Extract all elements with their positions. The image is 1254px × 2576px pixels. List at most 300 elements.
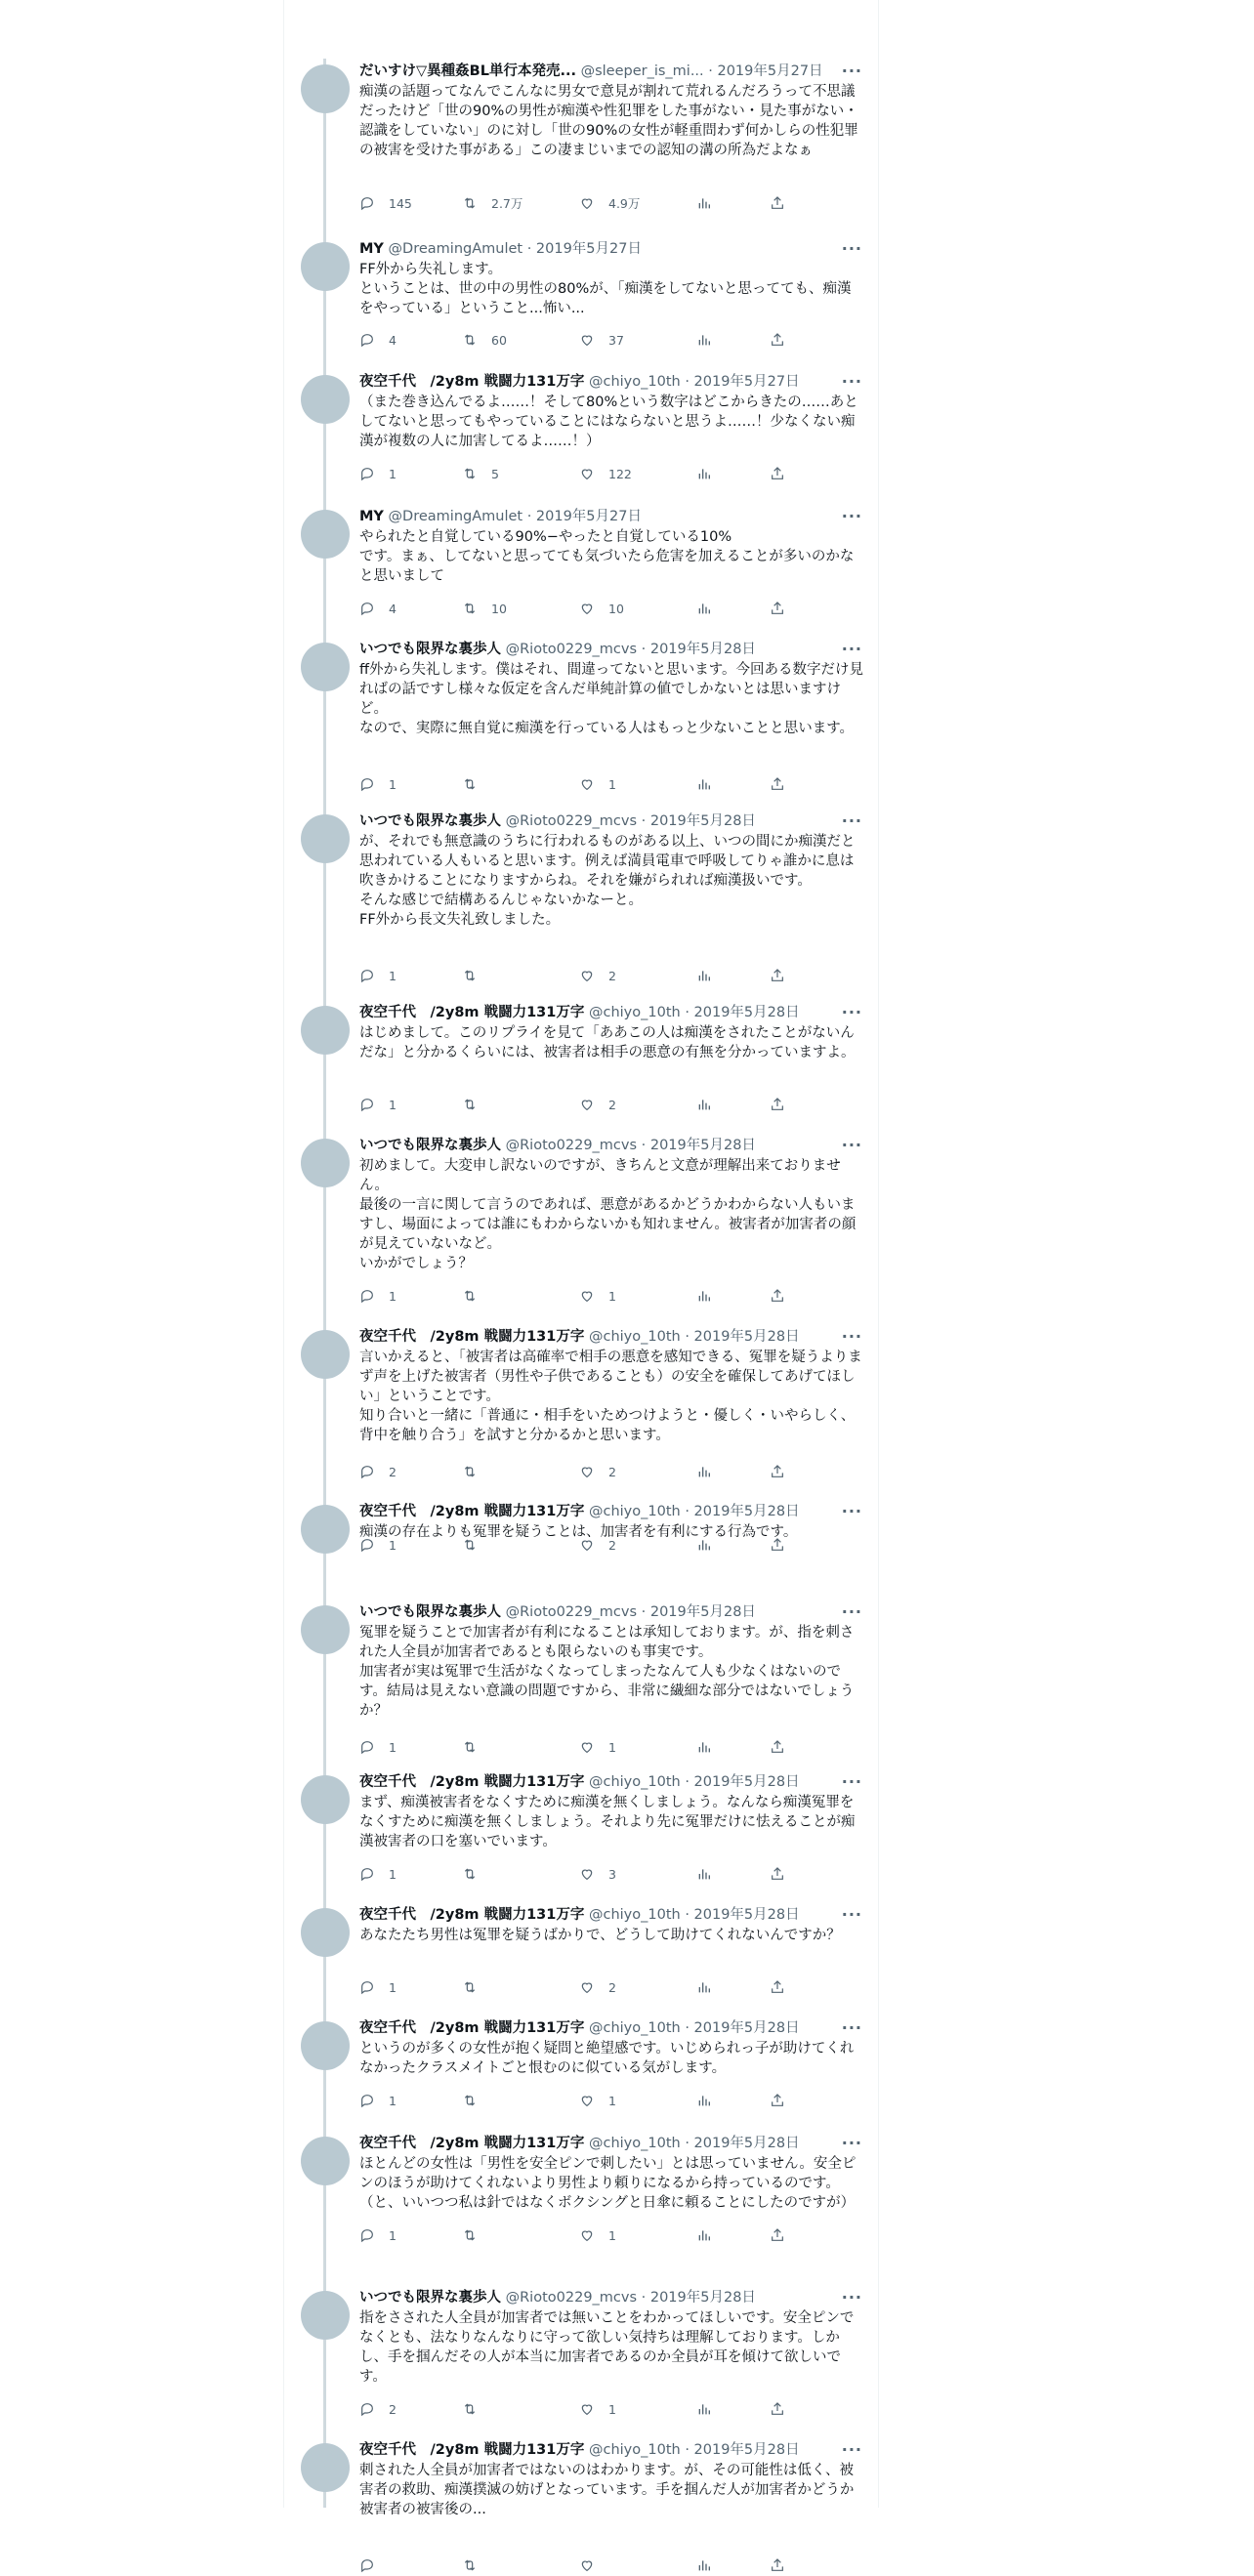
reply-icon	[359, 467, 375, 481]
tweet-text: まず、痴漢被害者をなくすために痴漢を無くしましょう。なんなら痴漢冤罪をなくすために痴漢を無くしましょう。それより先に冤罪だけに怯えることが痴漢被害者の口を塞いでいます。	[359, 1795, 856, 1849]
tweet-body	[359, 2287, 864, 2417]
reply-icon	[359, 777, 375, 792]
tweet-actions	[359, 1865, 789, 1885]
display-name[interactable]: 夜空千代 /2y8m 戦闘力131万字	[359, 1005, 585, 1020]
avatar[interactable]	[301, 1505, 350, 1554]
analytics-button[interactable]	[696, 775, 712, 795]
tweet-header	[359, 2017, 864, 2039]
bar-chart-icon	[696, 1538, 712, 1553]
more-options-icon[interactable]: ···	[841, 2134, 862, 2152]
tweet-actions	[359, 967, 789, 986]
tweet-actions	[359, 775, 789, 795]
avatar[interactable]	[301, 1006, 350, 1055]
avatar[interactable]	[301, 814, 350, 863]
reply-icon	[359, 1465, 375, 1479]
tweet-text: 痴漢の存在よりも冤罪を疑うことは、加害者を有利にする行為です。	[359, 1524, 798, 1540]
tweet-header	[359, 2439, 864, 2461]
retweet-button[interactable]	[462, 2092, 491, 2111]
analytics-button[interactable]	[696, 331, 712, 351]
dot-separator: ·	[641, 813, 647, 829]
like-count: 2	[608, 1538, 616, 1553]
share-button[interactable]	[770, 967, 785, 986]
share-button[interactable]	[770, 1463, 785, 1482]
share-icon	[770, 2558, 785, 2573]
analytics-button[interactable]	[696, 465, 712, 484]
tweet-text: ff外から失礼します。僕はそれ、間違ってないと思います。今回ある数字だけ見ればの話ですし様々な仮定を含んだ単純計算の値でしかないとは思いますけど。 なので、実際に無自覚に痴漢を行っている人はもっと少ないことと思います。	[359, 662, 864, 736]
analytics-button[interactable]	[696, 1865, 712, 1885]
tweet-header	[359, 639, 864, 660]
reply-count: 1	[389, 1740, 397, 1755]
avatar[interactable]	[301, 1908, 350, 1957]
bar-chart-icon	[696, 1098, 712, 1112]
retweet-button[interactable]	[462, 600, 507, 619]
tweet-actions	[359, 1096, 789, 1115]
reply-icon	[359, 602, 375, 616]
tweet-text: あなたたち男性は冤罪を疑うばかりで、どうして助けてくれないんですか？	[359, 1928, 841, 1943]
tweet-date[interactable]: 2019年5月28日	[693, 1329, 800, 1345]
tweet-header	[359, 1002, 864, 1023]
tweet-date[interactable]: 2019年5月28日	[649, 642, 756, 657]
like-count: 122	[608, 467, 632, 481]
tweet-text: やられたと自覚している90%−やったと自覚している10% です。まぁ、してないと思ってても気づいたら危害を加えることが多いのかなと思いまして	[359, 529, 855, 584]
like-count: 1	[608, 2402, 616, 2417]
avatar[interactable]	[301, 2443, 350, 2492]
analytics-button[interactable]	[696, 2226, 712, 2246]
like-button[interactable]	[579, 194, 640, 214]
retweet-icon	[462, 2402, 478, 2417]
share-button[interactable]	[770, 1096, 785, 1115]
share-button[interactable]	[770, 1978, 785, 1998]
share-button[interactable]	[770, 2556, 785, 2576]
retweet-icon	[462, 1740, 478, 1755]
dot-separator: ·	[685, 2442, 690, 2458]
bar-chart-icon	[696, 602, 712, 616]
like-count: 1	[608, 2228, 616, 2243]
share-button[interactable]	[770, 1865, 785, 1885]
share-button[interactable]	[770, 194, 785, 214]
heart-icon	[579, 2402, 595, 2417]
avatar[interactable]	[301, 375, 350, 424]
avatar[interactable]	[301, 2291, 350, 2340]
like-button[interactable]	[579, 1287, 616, 1307]
user-handle[interactable]: @chiyo_10th	[588, 1504, 681, 1519]
like-count: 1	[608, 1289, 616, 1304]
tweet-text: が、それでも無意識のうちに行われるものがある以上、いつの間にか痴漢だと思われている人もいると思います。例えば満員電車で呼吸してりゃ誰かに息は吹きかけることになりますからね。それを嫌がられれば痴漢扱いです。 そんな感じで結構あるんじゃないかなーと。 FF外から長文失礼致しました。	[359, 834, 856, 928]
reply-button[interactable]	[359, 1738, 397, 1758]
user-handle[interactable]: @sleeper_is_mi...	[580, 63, 709, 79]
more-options-icon[interactable]: ···	[841, 811, 862, 830]
bar-chart-icon	[696, 1980, 712, 1995]
user-handle[interactable]: @chiyo_10th	[588, 2136, 681, 2151]
share-button[interactable]	[770, 775, 785, 795]
tweet-text: はじめまして。このリプライを見て「ああこの人は痴漢をされたことがないんだな」と分かるくらいには、被害者は相手の悪意の有無を分かっていますよ。	[359, 1025, 856, 1060]
reply-count: 4	[389, 333, 397, 348]
reply-count: 1	[389, 2228, 397, 2243]
user-handle[interactable]: @Rioto0229_mcvs	[505, 813, 638, 829]
tweet-header	[359, 61, 864, 82]
more-options-icon[interactable]: ···	[841, 1327, 862, 1346]
tweet-date[interactable]: 2019年5月28日	[649, 2290, 756, 2306]
tweet-date[interactable]: 2019年5月27日	[535, 509, 642, 524]
share-button[interactable]	[770, 600, 785, 619]
avatar[interactable]	[301, 2137, 350, 2185]
share-icon	[770, 602, 785, 616]
display-name[interactable]: 夜空千代 /2y8m 戦闘力131万字	[359, 1907, 585, 1923]
dot-separator: ·	[641, 2290, 647, 2306]
share-icon	[770, 1538, 785, 1553]
tweet-body	[359, 1326, 864, 1479]
retweet-count: 60	[491, 333, 507, 348]
tweet-actions	[359, 2556, 789, 2576]
dot-separator: ·	[685, 1907, 690, 1923]
reply-button[interactable]	[359, 1096, 397, 1115]
more-options-icon[interactable]: ···	[841, 62, 862, 80]
tweet-date[interactable]: 2019年5月28日	[693, 2020, 800, 2036]
display-name[interactable]: MY	[359, 509, 384, 524]
like-button[interactable]	[579, 465, 632, 484]
tweet-body	[359, 2017, 864, 2108]
reply-button[interactable]	[359, 2226, 397, 2246]
analytics-button[interactable]	[696, 1096, 712, 1115]
reply-button[interactable]	[359, 2400, 397, 2420]
dot-separator: ·	[708, 63, 713, 79]
display-name[interactable]: 夜空千代 /2y8m 戦闘力131万字	[359, 2136, 585, 2151]
dot-separator: ·	[526, 509, 532, 524]
user-handle[interactable]: @chiyo_10th	[588, 1907, 681, 1923]
retweet-button[interactable]	[462, 194, 522, 214]
tweet-header	[359, 1771, 864, 1793]
share-icon	[770, 1867, 785, 1882]
tweet-header	[359, 1135, 864, 1156]
display-name[interactable]: 夜空千代 /2y8m 戦闘力131万字	[359, 1504, 585, 1519]
analytics-button[interactable]	[696, 1536, 712, 1556]
tweet-text: （また巻き込んでるよ……！そして80%という数字はどこからきたの……あとしてないと思ってもやっていることにはならないと思うよ……！少なくない痴漢が複数の人に加害してるよ……！）	[359, 395, 858, 449]
display-name[interactable]: いつでも限界な裏歩人	[359, 1138, 501, 1153]
tweet-body	[359, 238, 864, 348]
display-name[interactable]: いつでも限界な裏歩人	[359, 1604, 501, 1620]
retweet-icon	[462, 1289, 478, 1304]
more-options-icon[interactable]: ···	[841, 640, 862, 658]
more-options-icon[interactable]: ···	[841, 239, 862, 258]
share-icon	[770, 2094, 785, 2108]
reply-count: 1	[389, 2094, 397, 2108]
user-handle[interactable]: @DreamingAmulet	[388, 241, 523, 257]
more-options-icon[interactable]: ···	[841, 1905, 862, 1924]
retweet-icon	[462, 1867, 478, 1882]
tweet-date[interactable]: 2019年5月28日	[693, 1005, 800, 1020]
more-options-icon[interactable]: ···	[841, 1003, 862, 1021]
retweet-button[interactable]	[462, 1738, 491, 1758]
like-button[interactable]	[579, 2226, 616, 2246]
reply-icon	[359, 1098, 375, 1112]
avatar[interactable]	[301, 643, 350, 691]
user-handle[interactable]: @DreamingAmulet	[388, 509, 523, 524]
tweet-date[interactable]: 2019年5月28日	[693, 2442, 800, 2458]
reply-icon	[359, 196, 375, 211]
reply-button[interactable]	[359, 775, 397, 795]
retweet-icon	[462, 969, 478, 983]
more-options-icon[interactable]: ···	[841, 2440, 862, 2459]
retweet-button[interactable]	[462, 1096, 491, 1115]
reply-button[interactable]	[359, 1287, 397, 1307]
retweet-icon	[462, 333, 478, 348]
like-button[interactable]	[579, 2556, 608, 2576]
analytics-button[interactable]	[696, 967, 712, 986]
dot-separator: ·	[685, 1504, 690, 1519]
display-name[interactable]: 夜空千代 /2y8m 戦闘力131万字	[359, 374, 585, 390]
reply-button[interactable]	[359, 1978, 397, 1998]
reply-button[interactable]	[359, 331, 397, 351]
user-handle[interactable]: @chiyo_10th	[588, 1774, 681, 1790]
more-options-icon[interactable]: ···	[841, 1136, 862, 1154]
bar-chart-icon	[696, 1289, 712, 1304]
tweet-date[interactable]: 2019年5月28日	[693, 2136, 800, 2151]
avatar[interactable]	[301, 1330, 350, 1379]
user-handle[interactable]: @chiyo_10th	[588, 2442, 681, 2458]
retweet-button[interactable]	[462, 2556, 491, 2576]
share-icon	[770, 1098, 785, 1112]
more-options-icon[interactable]: ···	[841, 1502, 862, 1520]
analytics-button[interactable]	[696, 1738, 712, 1758]
retweet-button[interactable]	[462, 465, 499, 484]
like-count: 1	[608, 1740, 616, 1755]
tweet-actions	[359, 465, 789, 484]
reply-button[interactable]	[359, 2556, 389, 2576]
avatar[interactable]	[301, 242, 350, 291]
share-button[interactable]	[770, 331, 785, 351]
reply-count: 1	[389, 1098, 397, 1112]
tweet-actions	[359, 1463, 789, 1482]
like-button[interactable]	[579, 1865, 616, 1885]
avatar[interactable]	[301, 1775, 350, 1824]
display-name[interactable]: 夜空千代 /2y8m 戦闘力131万字	[359, 1329, 585, 1345]
more-options-icon[interactable]: ···	[841, 2288, 862, 2306]
bar-chart-icon	[696, 2228, 712, 2243]
more-options-icon[interactable]: ···	[841, 2018, 862, 2037]
retweet-button[interactable]	[462, 331, 507, 351]
tweet-text: 冤罪を疑うことで加害者が有利になることは承知しております。が、指を刺された人全員が加害者であるとも限らないのも事実です。 加害者が実は冤罪で生活がなくなってしまったなんて人も少なくはないのです。結局は見えない意識の問題ですから、非常に繊細な部分ではないでしょうか？	[359, 1625, 855, 1719]
reply-icon	[359, 1538, 375, 1553]
retweet-icon	[462, 602, 478, 616]
retweet-button[interactable]	[462, 967, 491, 986]
analytics-button[interactable]	[696, 1978, 712, 1998]
reply-icon	[359, 2558, 375, 2573]
like-button[interactable]	[579, 331, 624, 351]
user-handle[interactable]: @Rioto0229_mcvs	[505, 2290, 638, 2306]
display-name[interactable]: いつでも限界な裏歩人	[359, 642, 501, 657]
bar-chart-icon	[696, 2558, 712, 2573]
retweet-button[interactable]	[462, 775, 491, 795]
tweet-date[interactable]: 2019年5月28日	[693, 1907, 800, 1923]
retweet-button[interactable]	[462, 1865, 491, 1885]
tweet-body	[359, 1135, 864, 1304]
reply-button[interactable]	[359, 1463, 397, 1482]
tweet-date[interactable]: 2019年5月27日	[535, 241, 642, 257]
like-button[interactable]	[579, 775, 616, 795]
analytics-button[interactable]	[696, 194, 712, 214]
retweet-icon	[462, 467, 478, 481]
display-name[interactable]: MY	[359, 241, 384, 257]
share-button[interactable]	[770, 2092, 785, 2111]
share-button[interactable]	[770, 1536, 785, 1556]
retweet-button[interactable]	[462, 2226, 491, 2246]
retweet-icon	[462, 2558, 478, 2573]
tweet-date[interactable]: 2019年5月28日	[693, 1504, 800, 1519]
reply-icon	[359, 333, 375, 348]
analytics-button[interactable]	[696, 1463, 712, 1482]
user-handle[interactable]: @chiyo_10th	[588, 1005, 681, 1020]
like-button[interactable]	[579, 1096, 616, 1115]
like-count: 1	[608, 777, 616, 792]
avatar[interactable]	[301, 2021, 350, 2070]
display-name[interactable]: 夜空千代 /2y8m 戦闘力131万字	[359, 2442, 585, 2458]
reply-count: 1	[389, 969, 397, 983]
heart-icon	[579, 1867, 595, 1882]
like-button[interactable]	[579, 1463, 616, 1482]
share-button[interactable]	[770, 2400, 785, 2420]
tweet-date[interactable]: 2019年5月27日	[693, 374, 800, 390]
avatar[interactable]	[301, 1605, 350, 1654]
reply-button[interactable]	[359, 600, 397, 619]
share-icon	[770, 2402, 785, 2417]
tweet-text: 初めまして。大変申し訳ないのですが、きちんと文意が理解出来ておりません。 最後の一言に関して言うのであれば、悪意があるかどうかわからない人もいますし、場面によっては誰にもわからないかも知れません。被害者が加害者の顔が見えていないなど。 いかがでしょう？	[359, 1158, 857, 1271]
share-icon	[770, 1740, 785, 1755]
tweet-actions	[359, 2400, 789, 2420]
like-button[interactable]	[579, 1536, 616, 1556]
retweet-button[interactable]	[462, 2400, 491, 2420]
reply-button[interactable]	[359, 465, 397, 484]
more-options-icon[interactable]: ···	[841, 1602, 862, 1621]
share-icon	[770, 777, 785, 792]
reply-count: 1	[389, 1867, 397, 1882]
tweet-body	[359, 1601, 864, 1755]
tweet-date[interactable]: 2019年5月28日	[649, 813, 756, 829]
reply-count: 145	[389, 196, 412, 211]
like-button[interactable]	[579, 2400, 616, 2420]
reply-icon	[359, 2402, 375, 2417]
tweet-body	[359, 506, 864, 616]
like-button[interactable]	[579, 967, 616, 986]
reply-button[interactable]	[359, 194, 412, 214]
tweet-header	[359, 2133, 864, 2154]
share-icon	[770, 2228, 785, 2243]
heart-icon	[579, 1980, 595, 1995]
dot-separator: ·	[685, 1329, 690, 1345]
user-handle[interactable]: @Rioto0229_mcvs	[505, 642, 638, 657]
tweet-date[interactable]: 2019年5月28日	[649, 1604, 756, 1620]
bar-chart-icon	[696, 1465, 712, 1479]
tweet-text: 痴漢の話題ってなんでこんなに男女で意見が割れて荒れるんだろうって不思議だったけど「世の90%の男性が痴漢や性犯罪をした事がない・見た事がない・認識をしていない」のに対し「世の90%の女性が軽重問わず何かしらの性犯罪の被害を受けた事がある」この凄まじいまでの認知の溝の所為だよなぁ	[359, 84, 858, 158]
user-handle[interactable]: @chiyo_10th	[588, 1329, 681, 1345]
more-options-icon[interactable]: ···	[841, 507, 862, 525]
tweet-body	[359, 2133, 864, 2243]
display-name[interactable]: 夜空千代 /2y8m 戦闘力131万字	[359, 1774, 585, 1790]
tweet-header	[359, 810, 864, 832]
analytics-button[interactable]	[696, 600, 712, 619]
tweet-text: 刺された人全員が加害者ではないのはわかります。が、その可能性は低く、被害者の救助、痴漢撲滅の妨げとなっています。手を掴んだ人が加害者かどうか被害者の被害後の...	[359, 2463, 855, 2517]
reply-icon	[359, 1740, 375, 1755]
dot-separator: ·	[526, 241, 532, 257]
tweet-body	[359, 61, 864, 211]
tweet-actions	[359, 194, 789, 214]
display-name[interactable]: だいすけ▽異種姦BL単行本発売...	[359, 63, 576, 79]
share-icon	[770, 467, 785, 481]
like-button[interactable]	[579, 600, 624, 619]
heart-icon	[579, 333, 595, 348]
heart-icon	[579, 2558, 595, 2573]
avatar[interactable]	[301, 510, 350, 559]
user-handle[interactable]: @Rioto0229_mcvs	[505, 1604, 638, 1620]
heart-icon	[579, 777, 595, 792]
retweet-button[interactable]	[462, 1463, 491, 1482]
share-icon	[770, 196, 785, 211]
share-button[interactable]	[770, 2226, 785, 2246]
reply-icon	[359, 2094, 375, 2108]
reply-count: 4	[389, 602, 397, 616]
tweet-date[interactable]: 2019年5月28日	[649, 1138, 756, 1153]
more-options-icon[interactable]: ···	[841, 1772, 862, 1791]
tweet-body	[359, 1904, 864, 1995]
avatar[interactable]	[301, 1139, 350, 1187]
tweet-body	[359, 1771, 864, 1882]
more-options-icon[interactable]: ···	[841, 372, 862, 391]
display-name[interactable]: 夜空千代 /2y8m 戦闘力131万字	[359, 2020, 585, 2036]
tweet-text: 指をさされた人全員が加害者では無いことをわかってほしいです。安全ピンでなくとも、法なりなんなりに守って欲しい気持ちは理解しております。しかし、手を掴んだその人が本当に加害者であるのか全員が耳を傾けて欲しいです。	[359, 2310, 855, 2385]
like-button[interactable]	[579, 2092, 616, 2111]
display-name[interactable]: いつでも限界な裏歩人	[359, 813, 501, 829]
bar-chart-icon	[696, 2402, 712, 2417]
user-handle[interactable]: @chiyo_10th	[588, 374, 681, 390]
retweet-button[interactable]	[462, 1287, 491, 1307]
retweet-button[interactable]	[462, 1536, 491, 1556]
reply-icon	[359, 1980, 375, 1995]
dot-separator: ·	[685, 1774, 690, 1790]
analytics-button[interactable]	[696, 2092, 712, 2111]
analytics-button[interactable]	[696, 2400, 712, 2420]
share-button[interactable]	[770, 465, 785, 484]
analytics-button[interactable]	[696, 2556, 712, 2576]
bar-chart-icon	[696, 969, 712, 983]
user-handle[interactable]: @chiyo_10th	[588, 2020, 681, 2036]
avatar[interactable]	[301, 64, 350, 113]
heart-icon	[579, 1098, 595, 1112]
dot-separator: ·	[685, 2136, 690, 2151]
retweet-button[interactable]	[462, 1978, 491, 1998]
dot-separator: ·	[641, 642, 647, 657]
tweet-date[interactable]: 2019年5月28日	[693, 1774, 800, 1790]
share-button[interactable]	[770, 1287, 785, 1307]
like-button[interactable]	[579, 1978, 616, 1998]
analytics-button[interactable]	[696, 1287, 712, 1307]
reply-button[interactable]	[359, 1865, 397, 1885]
heart-icon	[579, 602, 595, 616]
like-count: 2	[608, 1465, 616, 1479]
display-name[interactable]: いつでも限界な裏歩人	[359, 2290, 501, 2306]
reply-button[interactable]	[359, 967, 397, 986]
bar-chart-icon	[696, 196, 712, 211]
bar-chart-icon	[696, 1740, 712, 1755]
reply-button[interactable]	[359, 1536, 397, 1556]
share-button[interactable]	[770, 1738, 785, 1758]
like-button[interactable]	[579, 1738, 616, 1758]
like-count: 2	[608, 1098, 616, 1112]
tweet-header	[359, 506, 864, 527]
user-handle[interactable]: @Rioto0229_mcvs	[505, 1138, 638, 1153]
tweet-header	[359, 1326, 864, 1348]
reply-count: 1	[389, 1538, 397, 1553]
tweet-date[interactable]: 2019年5月27日	[717, 63, 823, 79]
reply-button[interactable]	[359, 2092, 397, 2111]
